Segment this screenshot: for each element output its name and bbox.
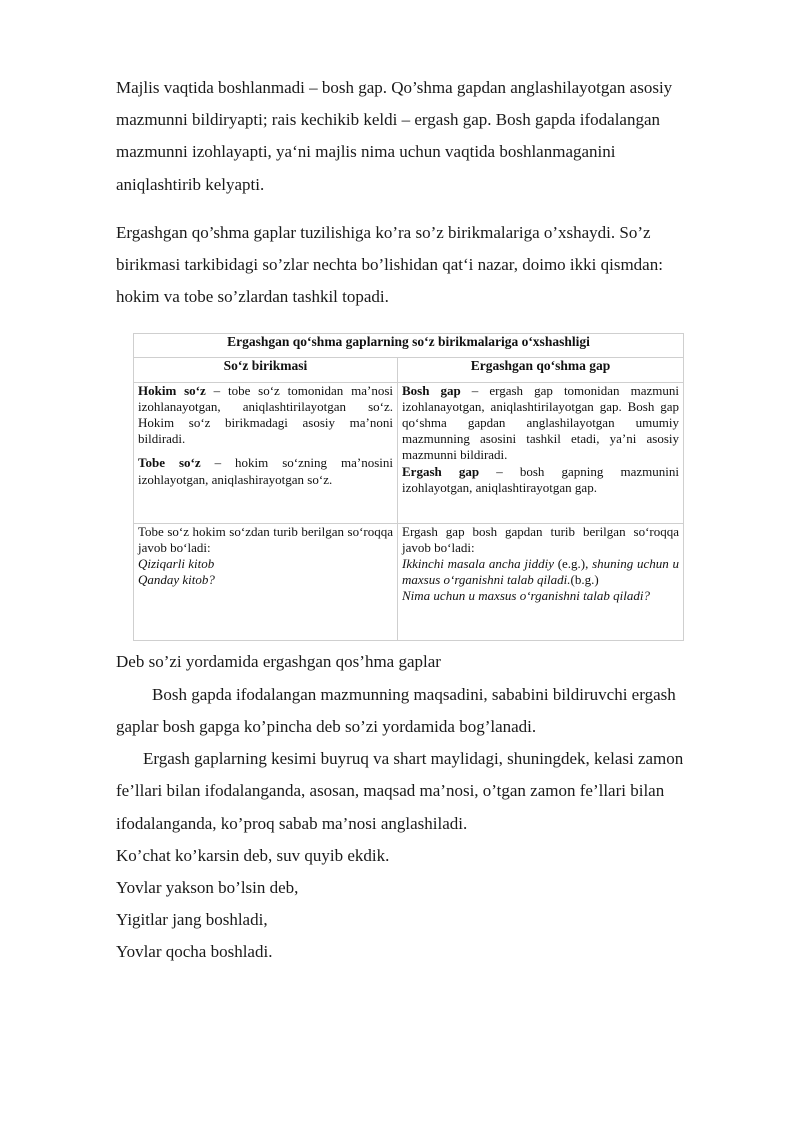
example-tag: (b.g.) bbox=[570, 572, 599, 588]
paragraph-line: gaplar bosh gapga ko’pincha deb so’zi yordamida bog’lanadi. bbox=[116, 717, 537, 736]
example: Ikkinchi masala ancha jiddiy bbox=[402, 556, 554, 572]
table-cell bbox=[134, 382, 398, 523]
table-cell bbox=[134, 523, 398, 640]
definition: – hokim so‘zning ma’nosini izohlayotgan, aniqlashirayotgan so‘z. bbox=[138, 455, 393, 487]
paragraph-line: ifodalanganda, ko’proq sabab ma’nosi anglashiladi. bbox=[116, 814, 468, 833]
paragraph-line: hokim va tobe so’zlardan tashkil topadi. bbox=[116, 287, 389, 306]
section-heading: Deb so’zi yordamida ergashgan qos’hma gaplar bbox=[116, 652, 441, 671]
example-line: Yovlar yakson bo’lsin deb, bbox=[116, 878, 299, 897]
example-line: Yigitlar jang boshladi, bbox=[116, 910, 268, 929]
rule-text: Ergash gap bosh gapdan turib berilgan so‘roqqa javob bo‘ladi: bbox=[402, 523, 679, 555]
term: Hokim so‘z bbox=[138, 382, 206, 398]
comparison-table bbox=[133, 333, 684, 641]
table-cell bbox=[398, 523, 684, 640]
table-header-right: Ergashgan qo‘shma gap bbox=[398, 358, 684, 382]
term: Tobe so‘z bbox=[138, 455, 201, 471]
paragraph-line: birikmasi tarkibidagi so’zlar nechta bo’lishidan qat‘i nazar, doimo ikki qismdan: bbox=[116, 255, 663, 274]
paragraph-line: Ergashgan qo’shma gaplar tuzilishiga ko’ra so’z birikmalariga o’xshaydi. So’z bbox=[116, 223, 651, 242]
paragraph-line: mazmunni bildiryapti; rais kechikib keldi – ergash gap. Bosh gapda ifodalangan bbox=[116, 110, 661, 129]
table-caption: Ergashgan qo‘shma gaplarning so‘z birikmalariga o‘xshashligi bbox=[134, 334, 684, 358]
table-row bbox=[134, 523, 684, 640]
rule-text: Tobe so‘z hokim so‘zdan turib berilgan so‘roqqa javob bo‘ladi: bbox=[138, 523, 393, 555]
example-question: Qanday kitob? bbox=[138, 572, 215, 588]
definition: – bosh gapning mazmunini izohlayotgan, aniqlashtirayotgan gap. bbox=[402, 463, 679, 495]
paragraph-line: Majlis vaqtida boshlanmadi – bosh gap. Qo’shma gapdan anglashilayotgan asosiy bbox=[116, 78, 673, 97]
table-header-left: So‘z birikmasi bbox=[134, 358, 398, 382]
paragraph-line: fe’llari bilan ifodalanganda, asosan, maqsad ma’nosi, o’tgan zamon fe’llari bilan bbox=[116, 781, 665, 800]
example-line: Yovlar qocha boshladi. bbox=[116, 942, 273, 961]
example-tag: (e.g.), bbox=[553, 556, 589, 572]
example-question: Nima uchun u maxsus o‘rganishni talab qiladi? bbox=[402, 588, 650, 604]
term: Ergash gap bbox=[402, 463, 480, 479]
definition: – tobe so‘z tomonidan ma’nosi izohlanayotgan, aniqlashtirilayotgan so‘z. Hokim so‘z birikmadagi asosiy ma’noni bildiradi. bbox=[138, 382, 393, 447]
paragraph-line: Ergash gaplarning kesimi buyruq va shart maylidagi, shuningdek, kelasi zamon bbox=[143, 749, 684, 768]
paragraph-line: Bosh gapda ifodalangan mazmunning maqsadini, sababini bildiruvchi ergash bbox=[152, 685, 676, 704]
table-row bbox=[134, 382, 684, 523]
example-line: Ko’chat ko’karsin deb, suv quyib ekdik. bbox=[116, 846, 390, 865]
example: Qiziqarli kitob bbox=[138, 556, 215, 572]
definition: – ergash gap tomonidan mazmuni izohlanayotgan, aniqlashtirilayotgan gap. Bosh gap qo‘shma gapdan anglashilayotgan umumiy mazmunning asosini tashkil etadi, ya’ni asosiy mazmunni bildiradi. bbox=[402, 382, 679, 463]
table-cell bbox=[398, 382, 684, 523]
paragraph-line: mazmunni izohlayapti, ya‘ni majlis nima uchun vaqtida boshlanmaganini bbox=[116, 142, 616, 161]
term: Bosh gap bbox=[402, 382, 461, 398]
example: shuning uchun u maxsus o‘rganishni talab qiladi. bbox=[402, 556, 679, 588]
paragraph-line: aniqlashtirib kelyapti. bbox=[116, 175, 265, 194]
